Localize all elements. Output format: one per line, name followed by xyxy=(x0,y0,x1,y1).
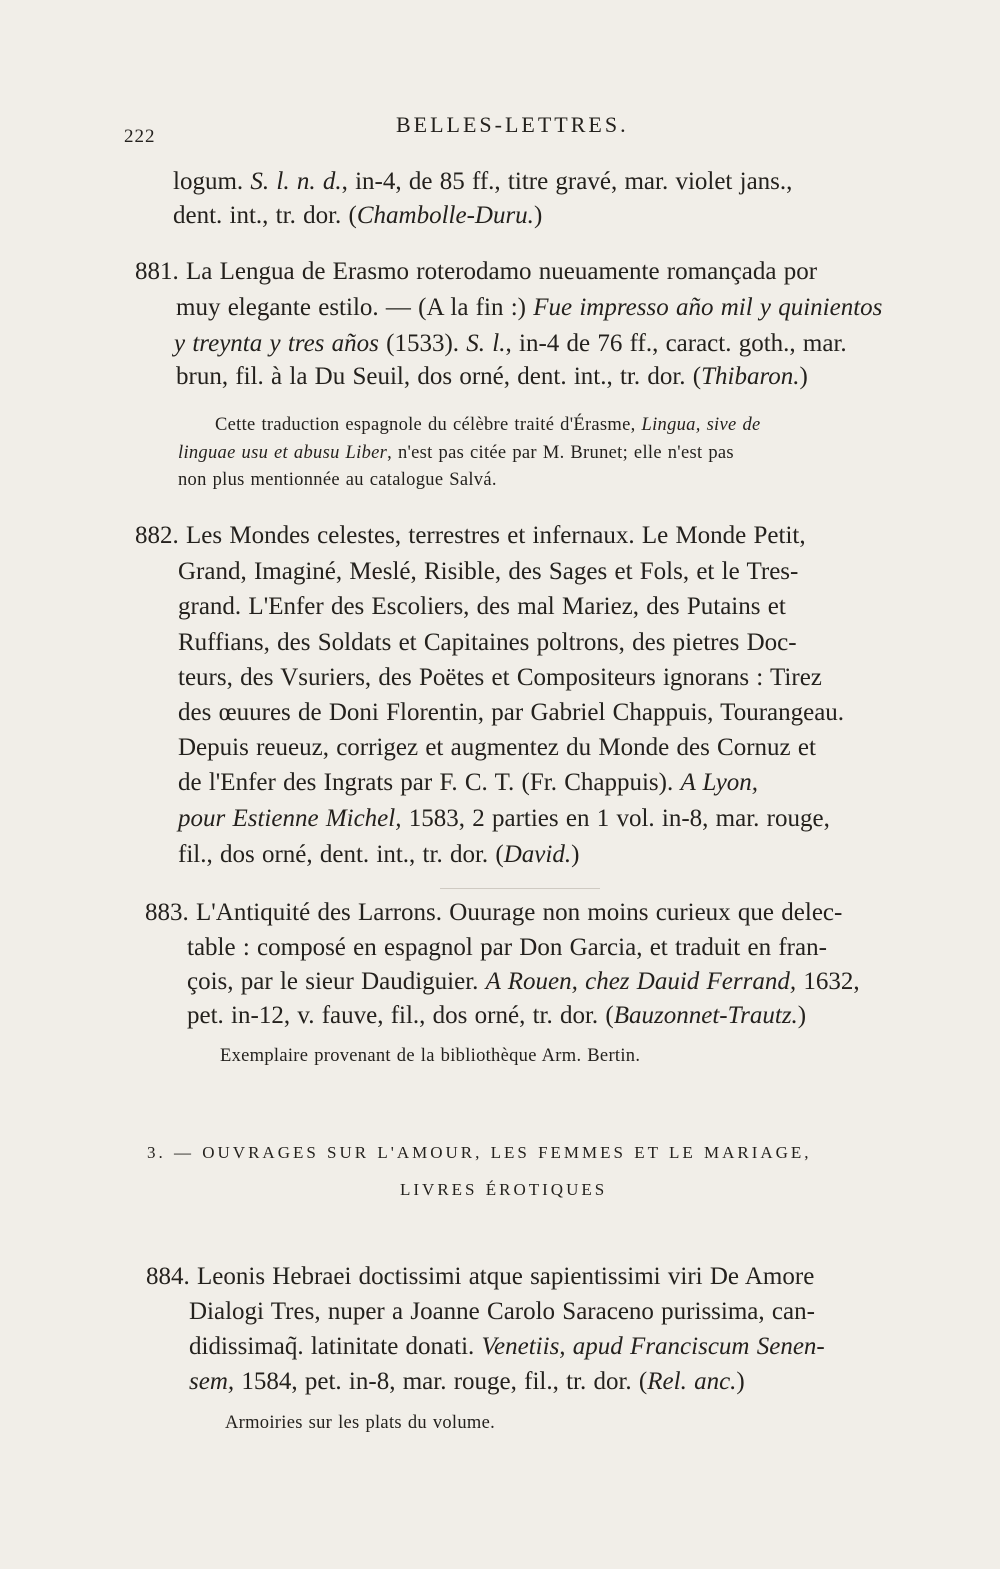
entry-881-note-line-3: non plus mentionnée au catalogue Salvá. xyxy=(178,470,497,490)
entry-881-line-3: y treynta y tres años (1533). S. l., in-4 de 76 ff., caract. goth., mar. xyxy=(174,330,847,357)
entry-884-line-3: didissimaq̃. latinitate donati. Venetiis, apud Franciscum Senen- xyxy=(189,1333,825,1360)
entry-882-line-4: Ruffians, des Soldats et Capitaines poltrons, des pietres Doc- xyxy=(178,629,797,656)
entry-882-line-7: Depuis reueuz, corrigez et augmentez du Monde des Cornuz et xyxy=(178,734,816,761)
entry-883-line-4: pet. in-12, v. fauve, fil., dos orné, tr. dor. (Bauzonnet-Trautz.) xyxy=(187,1002,807,1029)
continuation-line-1: logum. S. l. n. d., in-4, de 85 ff., titre gravé, mar. violet jans., xyxy=(173,168,793,195)
running-title: BELLES-LETTRES. xyxy=(396,112,629,137)
entry-882-line-5: teurs, des Vsuriers, des Poëtes et Compositeurs ignorans : Tirez xyxy=(178,664,822,691)
entry-884-line-2: Dialogi Tres, nuper a Joanne Carolo Saraceno purissima, can- xyxy=(189,1298,815,1325)
page-header xyxy=(0,108,1000,147)
entry-881-line-1: 881. La Lengua de Erasmo roterodamo nueuamente romançada por xyxy=(135,258,818,285)
entry-884-note: Armoiries sur les plats du volume. xyxy=(225,1413,496,1433)
section-heading-line-2: LIVRES ÉROTIQUES xyxy=(400,1180,608,1199)
section-heading-line-1: 3. — OUVRAGES SUR L'AMOUR, LES FEMMES ET LE MARIAGE, xyxy=(147,1143,812,1162)
entry-882-line-2: Grand, Imaginé, Meslé, Risible, des Sages et Fols, et le Tres- xyxy=(178,558,799,585)
entry-881-line-4: brun, fil. à la Du Seuil, dos orné, dent. int., tr. dor. (Thibaron.) xyxy=(176,363,808,390)
entry-882-line-1: 882. Les Mondes celestes, terrestres et infernaux. Le Monde Petit, xyxy=(135,522,806,549)
entry-882-line-3: grand. L'Enfer des Escoliers, des mal Mariez, des Putains et xyxy=(178,593,786,620)
show-through-rule xyxy=(440,888,600,889)
entry-883-note: Exemplaire provenant de la bibliothèque Arm. Bertin. xyxy=(220,1046,641,1066)
entry-884-line-4: sem, 1584, pet. in-8, mar. rouge, fil., tr. dor. (Rel. anc.) xyxy=(189,1368,745,1395)
entry-881-line-2: muy elegante estilo. — (A la fin :) Fue impresso año mil y quinientos xyxy=(176,294,883,321)
entry-882-line-8: de l'Enfer des Ingrats par F. C. T. (Fr. Chappuis). A Lyon, xyxy=(178,769,759,796)
entry-884-line-1: 884. Leonis Hebraei doctissimi atque sapientissimi viri De Amore xyxy=(146,1263,815,1290)
entry-881-note-line-1: Cette traduction espagnole du célèbre traité d'Érasme, Lingua, sive de xyxy=(215,415,761,435)
entry-881-note-line-2: linguae usu et abusu Liber, n'est pas citée par M. Brunet; elle n'est pas xyxy=(178,443,734,463)
entry-882-line-9: pour Estienne Michel, 1583, 2 parties en 1 vol. in-8, mar. rouge, xyxy=(178,805,830,832)
entry-883-line-2: table : composé en espagnol par Don Garcia, et traduit en fran- xyxy=(187,934,827,961)
entry-883-line-3: çois, par le sieur Daudiguier. A Rouen, chez Dauid Ferrand, 1632, xyxy=(187,968,860,995)
entry-882-line-10: fil., dos orné, dent. int., tr. dor. (David.) xyxy=(178,841,580,868)
entry-883-line-1: 883. L'Antiquité des Larrons. Ouurage non moins curieux que delec- xyxy=(145,899,843,926)
entry-882-line-6: des œuures de Doni Florentin, par Gabriel Chappuis, Tourangeau. xyxy=(178,699,845,726)
page-number: 222 xyxy=(124,126,156,147)
continuation-line-2: dent. int., tr. dor. (Chambolle-Duru.) xyxy=(173,202,543,229)
